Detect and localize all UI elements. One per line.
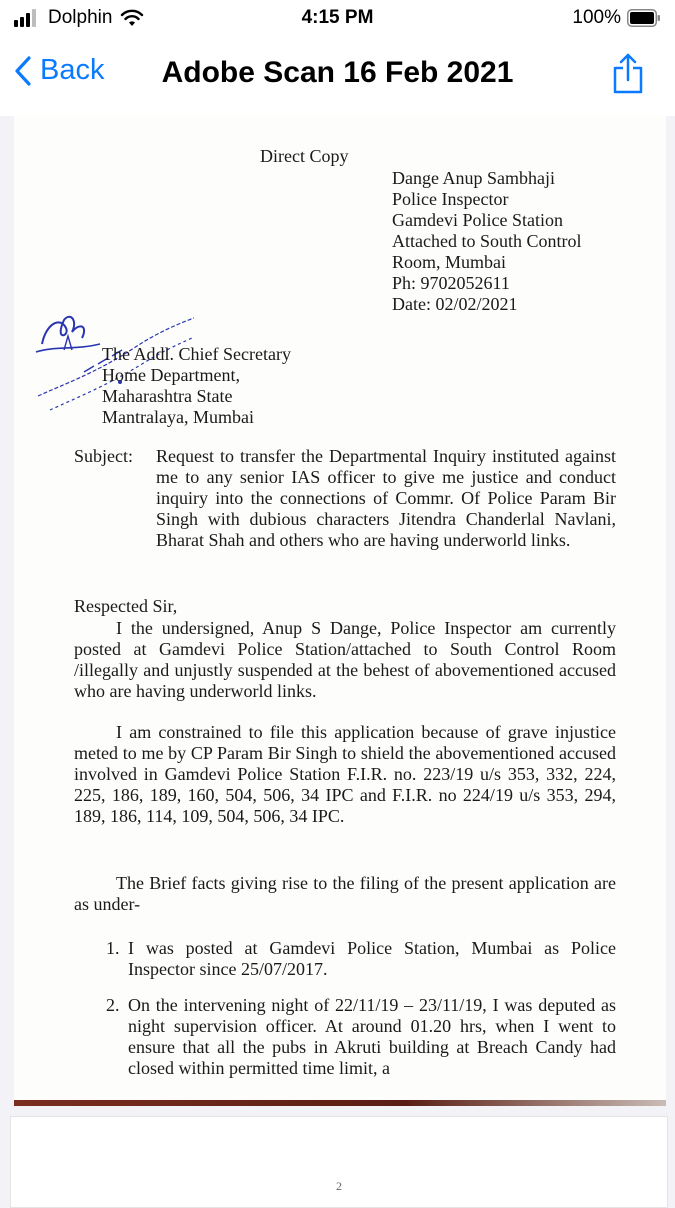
share-button[interactable] <box>611 52 645 101</box>
list-item-text: On the intervening night of 22/11/19 – 23/11/19, I was deputed as night supervision officer. At around 01.20 hrs, when I went to ensure that all the pubs in Akruti building at Breach Candy had closed within permitted time limit, a <box>128 995 616 1078</box>
sender-address <box>392 168 581 315</box>
recipient-line-3: Maharashtra State <box>102 386 233 406</box>
list-item-text: I was posted at Gamdevi Police Station, Mumbai as Police Inspector since 25/07/2017. <box>128 938 616 979</box>
sender-attached-2: Room, Mumbai <box>392 252 507 272</box>
scanned-page-1[interactable] <box>14 116 666 1106</box>
navigation-bar <box>0 36 675 116</box>
sender-station: Gamdevi Police Station <box>392 210 563 230</box>
recipient-line-1: The Addl. Chief Secretary <box>102 344 291 364</box>
subject-label: Subject: <box>74 446 133 466</box>
paragraph-3: The Brief facts giving rise to the filing of the present application are as under- <box>74 873 616 914</box>
subject-text: Request to transfer the Departmental Inquiry instituted against me to any senior IAS officer to give me justice and conduct inquiry into the connections of Commr. Of Police Param Bir Singh with dubious characters Jitendra Chanderlal Navlani, Bharat Shah and others who are having underworld links. <box>156 446 616 550</box>
letter-date: Date: 02/02/2021 <box>392 294 518 314</box>
list-item-number: 2. <box>106 995 120 1015</box>
battery-icon <box>627 9 661 27</box>
share-icon <box>611 52 645 96</box>
sender-attached-1: Attached to South Control <box>392 231 582 251</box>
status-time: 4:15 PM <box>301 7 374 28</box>
back-label: Back <box>40 54 105 86</box>
page-number: 2 <box>336 1179 342 1193</box>
recipient-address <box>102 344 291 428</box>
salutation: Respected Sir, <box>74 596 178 616</box>
sender-designation: Police Inspector <box>392 189 509 209</box>
scanned-page-2[interactable] <box>10 1116 668 1208</box>
sender-phone: Ph: 9702052611 <box>392 273 510 293</box>
document-title: Adobe Scan 16 Feb 2021 <box>161 56 514 89</box>
recipient-line-2: Home Department, <box>102 365 240 385</box>
battery-info <box>572 7 661 29</box>
list-item-number: 1. <box>106 938 120 958</box>
page-bottom-edge <box>14 1100 666 1106</box>
battery-percent: 100% <box>572 7 621 28</box>
status-bar <box>0 0 675 36</box>
sender-name: Dange Anup Sambhaji <box>392 168 555 188</box>
list-item <box>106 995 616 1079</box>
direct-copy-heading: Direct Copy <box>260 146 349 166</box>
list-item <box>106 938 616 980</box>
recipient-line-4: Mantralaya, Mumbai <box>102 407 254 427</box>
carrier-name: Dolphin <box>48 7 113 28</box>
paragraph-2: I am constrained to file this application because of grave injustice meted to me by CP Param Bir Singh to shield the abovementioned accused involved in Gamdevi Police Station F.I.R. no. 223/19 u/s 353, 332, 224, 225, 186, 189, 160, 504, 506, 34 IPC and F.I.R. no 224/19 u/s 353, 294, 189, 186, 114, 109, 504, 506, 34 IPC. <box>74 722 616 826</box>
paragraph-1: I the undersigned, Anup S Dange, Police Inspector am currently posted at Gamdevi Police Station/attached to South Control Room /illegally and unjustly suspended at the behest of abovementioned accused who are having underworld links. <box>74 618 616 701</box>
